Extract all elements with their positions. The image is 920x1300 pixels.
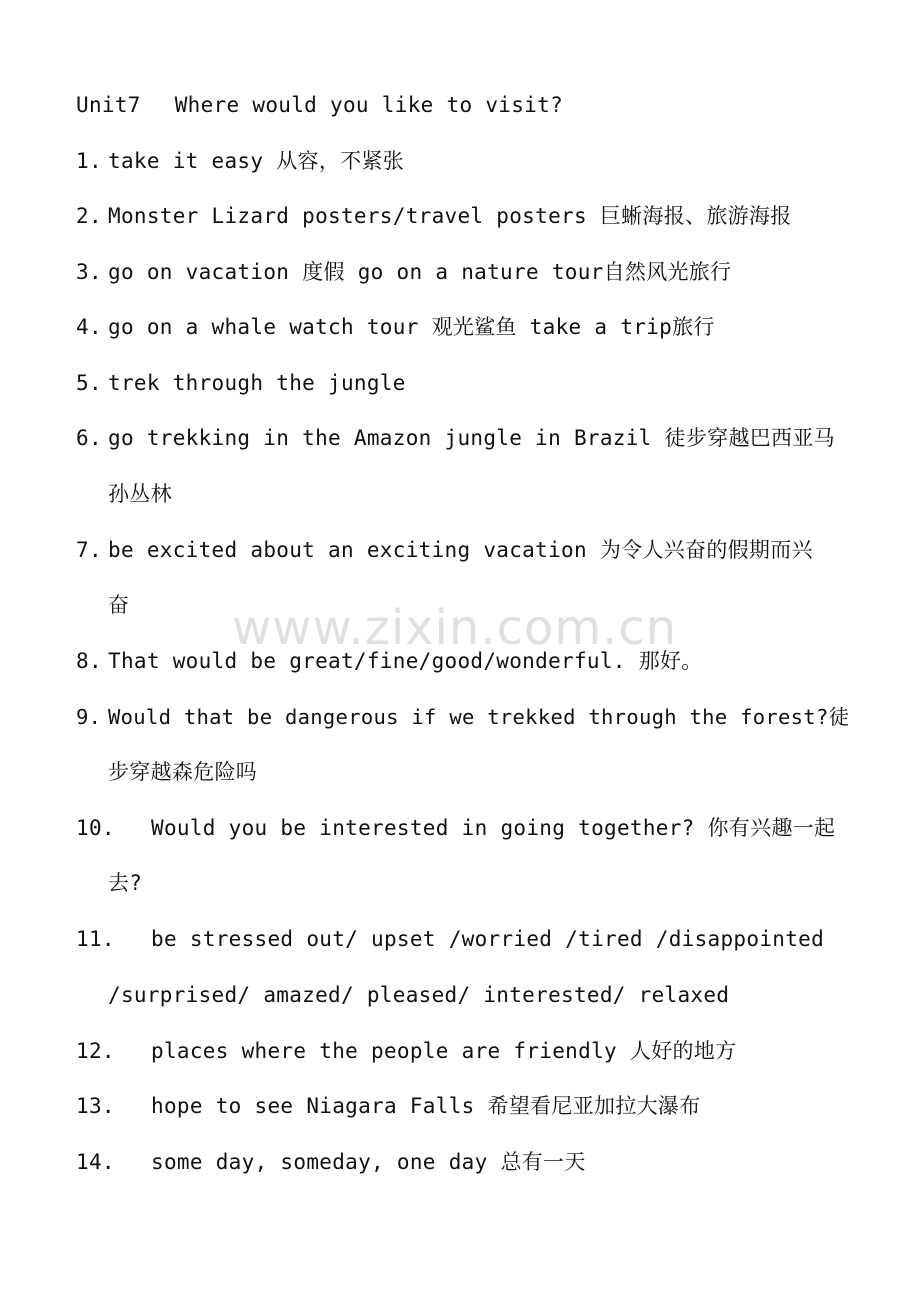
item-number: 12. bbox=[76, 1039, 115, 1063]
item-text: trek through the jungle bbox=[108, 371, 406, 395]
unit-question: Where would you like to visit? bbox=[174, 93, 564, 117]
item-text: be stressed out/ upset /worried /tired /disappointed bbox=[151, 927, 825, 951]
item-number: 10. bbox=[76, 816, 115, 840]
list-item bbox=[76, 312, 850, 342]
item-number: 8. bbox=[76, 649, 102, 673]
list-item bbox=[76, 1036, 850, 1066]
list-item-continuation: 奋 bbox=[108, 593, 130, 617]
list-item-continuation: 去? bbox=[108, 871, 143, 895]
item-number: 11. bbox=[76, 927, 115, 951]
list-item bbox=[76, 646, 850, 676]
item-number: 13. bbox=[76, 1094, 115, 1118]
item-text: take it easy 从容，不紧张 bbox=[108, 149, 405, 173]
list-item bbox=[76, 535, 850, 565]
item-text: go on vacation 度假 go on a nature tour自然风光旅行 bbox=[108, 260, 732, 284]
list-item bbox=[76, 423, 850, 453]
watermark: www.zixin.com.cn bbox=[232, 600, 678, 656]
list-item bbox=[76, 257, 850, 287]
item-text: That would be great/fine/good/wonderful. 那好。 bbox=[108, 649, 703, 673]
item-number: 9. bbox=[76, 705, 102, 729]
item-text: go on a whale watch tour 观光鲨鱼 take a trip旅行 bbox=[108, 315, 715, 339]
item-text: places where the people are friendly 人好的地方 bbox=[151, 1039, 737, 1063]
item-number: 7. bbox=[76, 538, 102, 562]
list-item bbox=[76, 201, 850, 231]
list-item bbox=[76, 1147, 850, 1177]
item-text: be excited about an exciting vacation 为令人兴奋的假期而兴 bbox=[108, 538, 813, 562]
unit-label: Unit7 bbox=[76, 93, 141, 117]
item-text: some day, someday, one day 总有一天 bbox=[151, 1150, 586, 1174]
list-item bbox=[76, 146, 850, 176]
list-item bbox=[76, 368, 850, 398]
item-text: go trekking in the Amazon jungle in Brazil 徒步穿越巴西亚马 bbox=[108, 426, 835, 450]
item-text: hope to see Niagara Falls 希望看尼亚加拉大瀑布 bbox=[151, 1094, 701, 1118]
item-number: 2. bbox=[76, 204, 102, 228]
list-item bbox=[76, 924, 850, 954]
list-item bbox=[76, 813, 850, 843]
list-item-continuation: 步穿越森危险吗 bbox=[108, 760, 258, 784]
item-text: Monster Lizard posters/travel posters 巨蜥海报、旅游海报 bbox=[108, 204, 792, 228]
item-number: 3. bbox=[76, 260, 102, 284]
item-text: Would that be dangerous if we trekked through the forest?徒 bbox=[108, 705, 850, 729]
item-number: 5. bbox=[76, 371, 102, 395]
item-number: 1. bbox=[76, 149, 102, 173]
list-item-continuation: /surprised/ amazed/ pleased/ interested/ relaxed bbox=[108, 983, 730, 1007]
item-text: Would you be interested in going together? 你有兴趣一起 bbox=[151, 816, 836, 840]
list-item-continuation: 孙丛林 bbox=[108, 482, 172, 506]
document-title bbox=[76, 90, 850, 120]
item-number: 4. bbox=[76, 315, 102, 339]
list-item bbox=[76, 1091, 850, 1121]
item-number: 14. bbox=[76, 1150, 115, 1174]
item-number: 6. bbox=[76, 426, 102, 450]
list-item bbox=[76, 702, 850, 732]
